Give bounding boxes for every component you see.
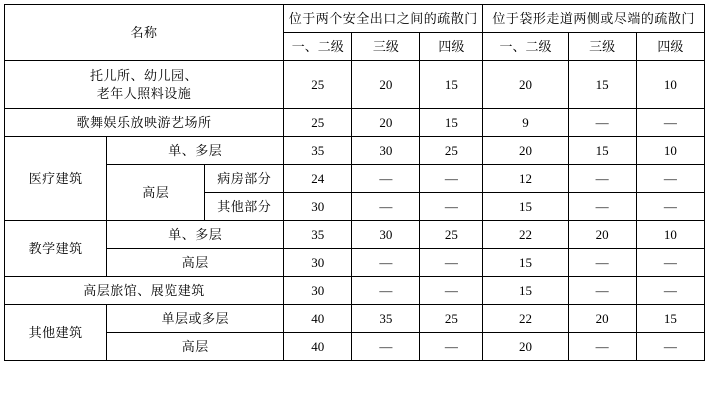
cell-value: 12: [483, 165, 568, 193]
row-sub-label-single-or-multi: 单层或多层: [107, 305, 284, 333]
cell-value: 25: [420, 305, 483, 333]
header-level-3-a: 三级: [352, 33, 420, 61]
row-name-line-1: 托儿所、幼儿园、: [90, 67, 199, 83]
cell-value: 10: [636, 221, 704, 249]
cell-value: —: [352, 277, 420, 305]
cell-value: —: [568, 193, 636, 221]
cell-value: 25: [284, 61, 352, 109]
cell-value: 15: [483, 277, 568, 305]
cell-value: 20: [352, 61, 420, 109]
cell-value: —: [636, 165, 704, 193]
cell-value: —: [568, 277, 636, 305]
table-row: [5, 305, 705, 333]
row-sub-label-other-part: 其他部分: [205, 193, 284, 221]
cell-value: 10: [636, 137, 704, 165]
cell-value: 25: [284, 109, 352, 137]
cell-value: —: [568, 109, 636, 137]
row-sub-label-highrise: 高层: [107, 165, 205, 221]
cell-value: 20: [483, 61, 568, 109]
row-name-nursery: [5, 61, 284, 109]
cell-value: —: [568, 165, 636, 193]
row-sub-label-highrise: 高层: [107, 333, 284, 361]
cell-value: —: [420, 249, 483, 277]
cell-value: 30: [284, 193, 352, 221]
cell-value: —: [568, 333, 636, 361]
row-name-hotel-exhibition: 高层旅馆、展览建筑: [5, 277, 284, 305]
cell-value: 35: [284, 137, 352, 165]
cell-value: 30: [284, 277, 352, 305]
cell-value: 20: [483, 137, 568, 165]
cell-value: —: [420, 333, 483, 361]
cell-value: 9: [483, 109, 568, 137]
cell-value: 20: [568, 221, 636, 249]
header-group-between-exits: 位于两个安全出口之间的疏散门: [284, 5, 483, 33]
row-name-entertainment: 歌舞娱乐放映游艺场所: [5, 109, 284, 137]
cell-value: —: [636, 109, 704, 137]
table-row: [5, 137, 705, 165]
cell-value: —: [420, 193, 483, 221]
cell-value: 22: [483, 221, 568, 249]
cell-value: 25: [420, 137, 483, 165]
cell-value: 30: [352, 137, 420, 165]
cell-value: —: [636, 193, 704, 221]
cell-value: 15: [420, 109, 483, 137]
cell-value: 25: [420, 221, 483, 249]
header-level-3-b: 三级: [568, 33, 636, 61]
cell-value: 20: [483, 333, 568, 361]
cell-value: 40: [284, 305, 352, 333]
cell-value: 20: [568, 305, 636, 333]
row-sub-label-highrise: 高层: [107, 249, 284, 277]
cell-value: 15: [568, 137, 636, 165]
cell-value: 35: [284, 221, 352, 249]
cell-value: 30: [284, 249, 352, 277]
row-sub-label-ward: 病房部分: [205, 165, 284, 193]
header-level-1-2-b: 一、二级: [483, 33, 568, 61]
header-level-4-a: 四级: [420, 33, 483, 61]
cell-value: 35: [352, 305, 420, 333]
table-row: [5, 249, 705, 277]
row-group-other: 其他建筑: [5, 305, 107, 361]
cell-value: —: [352, 165, 420, 193]
cell-value: 15: [568, 61, 636, 109]
cell-value: 24: [284, 165, 352, 193]
cell-value: 20: [352, 109, 420, 137]
table-header-row-1: [5, 5, 705, 33]
cell-value: —: [420, 165, 483, 193]
cell-value: 10: [636, 61, 704, 109]
cell-value: —: [420, 277, 483, 305]
table-sheet: [0, 4, 709, 413]
table-row: [5, 277, 705, 305]
cell-value: —: [352, 249, 420, 277]
row-sub-label-single-multi: 单、多层: [107, 137, 284, 165]
cell-value: 40: [284, 333, 352, 361]
cell-value: —: [352, 333, 420, 361]
row-group-teaching: 教学建筑: [5, 221, 107, 277]
row-group-medical: 医疗建筑: [5, 137, 107, 221]
cell-value: 15: [420, 61, 483, 109]
table-row: [5, 165, 705, 193]
cell-value: —: [568, 249, 636, 277]
table-row: [5, 333, 705, 361]
cell-value: 22: [483, 305, 568, 333]
cell-value: 15: [483, 249, 568, 277]
cell-value: —: [636, 277, 704, 305]
evacuation-distance-table: [4, 4, 705, 361]
header-level-4-b: 四级: [636, 33, 704, 61]
table-row: [5, 221, 705, 249]
cell-value: —: [352, 193, 420, 221]
header-level-1-2-a: 一、二级: [284, 33, 352, 61]
cell-value: 30: [352, 221, 420, 249]
header-name-cell: 名称: [5, 5, 284, 61]
table-row: [5, 109, 705, 137]
row-sub-label-single-multi: 单、多层: [107, 221, 284, 249]
row-name-line-2: 老年人照料设施: [96, 85, 192, 101]
cell-value: —: [636, 249, 704, 277]
cell-value: 15: [636, 305, 704, 333]
header-group-dead-end: 位于袋形走道两侧或尽端的疏散门: [483, 5, 705, 33]
table-row: [5, 61, 705, 109]
cell-value: —: [636, 333, 704, 361]
cell-value: 15: [483, 193, 568, 221]
